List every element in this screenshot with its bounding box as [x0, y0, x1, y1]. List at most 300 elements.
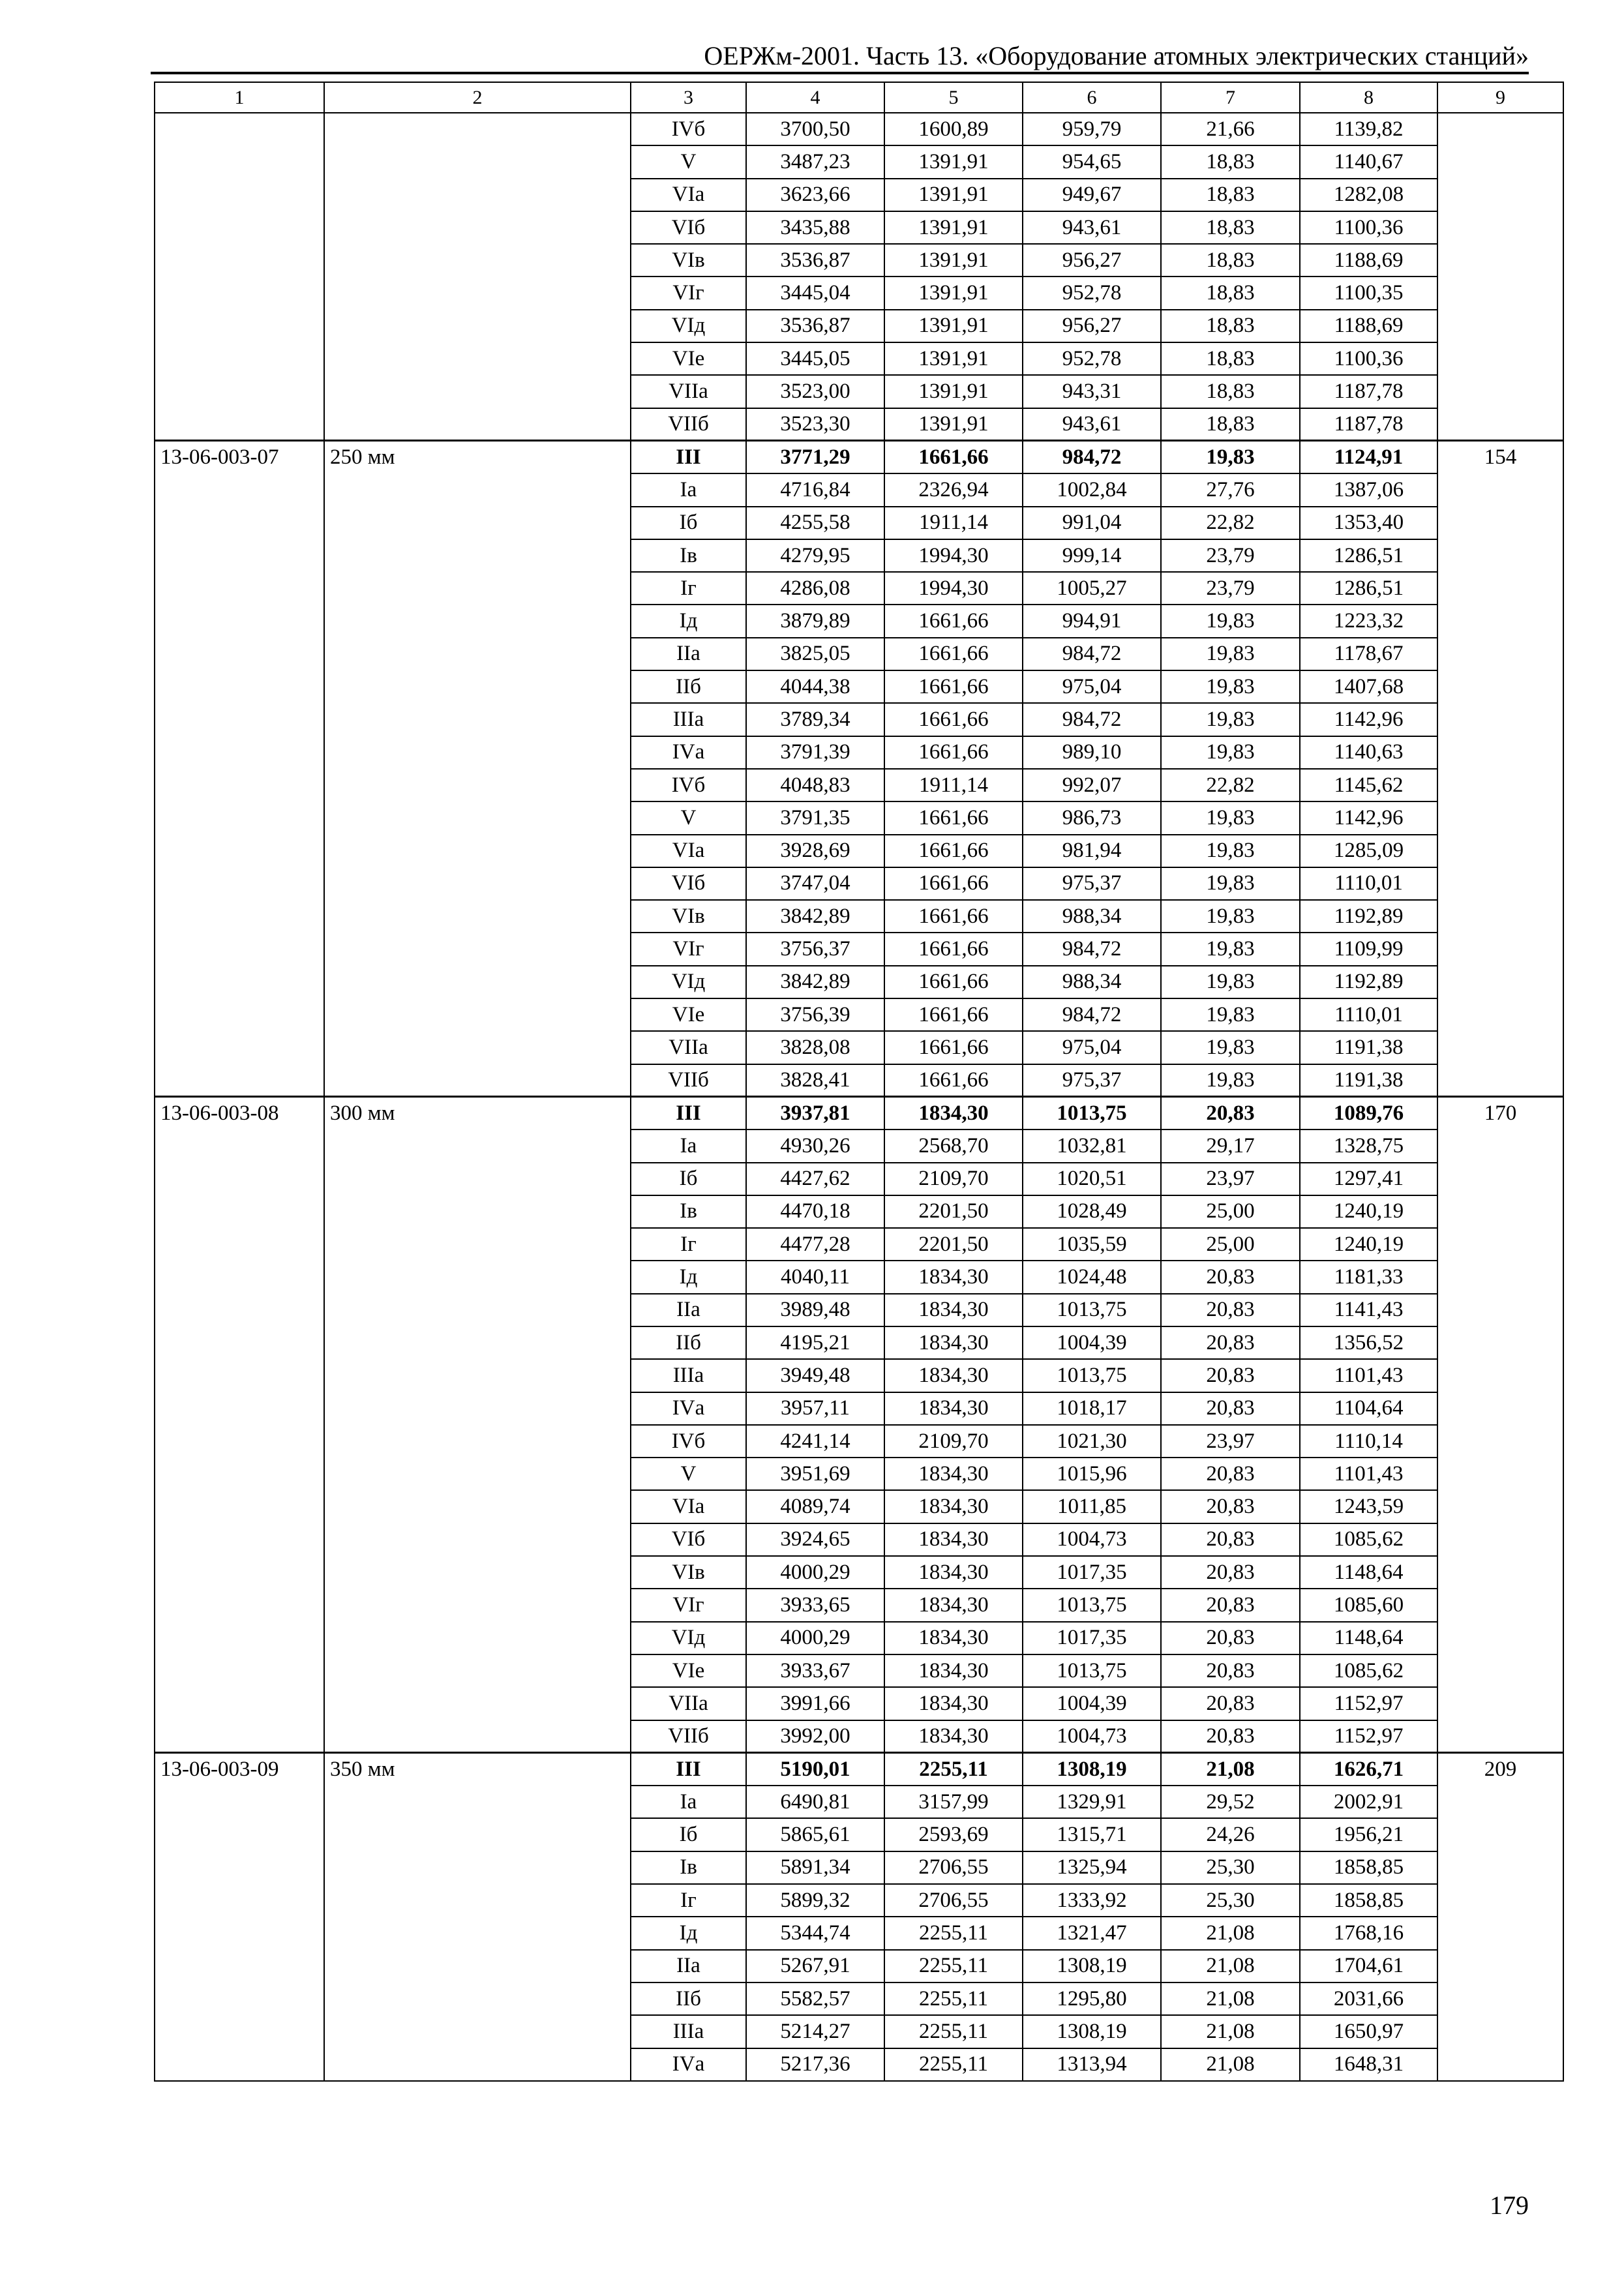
value-cell: 19,83 — [1161, 441, 1300, 473]
value-cell: 1101,43 — [1300, 1458, 1437, 1490]
value-cell: 2255,11 — [884, 2015, 1023, 2048]
value-cell: 992,07 — [1023, 769, 1161, 801]
value-cell: 975,04 — [1023, 1031, 1161, 1064]
column-number: 6 — [1023, 82, 1161, 113]
value-cell: 20,83 — [1161, 1359, 1300, 1392]
value-cell: 1956,21 — [1300, 1818, 1437, 1851]
name-cell — [324, 113, 631, 441]
value-cell: 2255,11 — [884, 2048, 1023, 2081]
value-cell: 5344,74 — [746, 1917, 884, 1949]
value-cell: 21,66 — [1161, 113, 1300, 145]
value-cell: 975,37 — [1023, 1064, 1161, 1097]
name-cell: 250 мм — [324, 441, 631, 1097]
value-cell: 23,79 — [1161, 572, 1300, 605]
value-cell: 1140,67 — [1300, 145, 1437, 178]
value-cell: 3487,23 — [746, 145, 884, 178]
condition-cell: Iд — [631, 1917, 746, 1949]
condition-cell: IVа — [631, 2048, 746, 2081]
value-cell: 986,73 — [1023, 801, 1161, 834]
condition-cell: IIа — [631, 638, 746, 670]
value-cell: 1858,85 — [1300, 1851, 1437, 1884]
value-cell: 2568,70 — [884, 1130, 1023, 1162]
value-cell: 3949,48 — [746, 1359, 884, 1392]
value-cell: 1834,30 — [884, 1097, 1023, 1130]
value-cell: 984,72 — [1023, 998, 1161, 1031]
value-cell: 18,83 — [1161, 408, 1300, 441]
value-cell: 19,83 — [1161, 835, 1300, 867]
value-cell: 956,27 — [1023, 310, 1161, 342]
value-cell: 18,83 — [1161, 211, 1300, 244]
value-cell: 1085,60 — [1300, 1589, 1437, 1621]
value-cell: 1148,64 — [1300, 1556, 1437, 1589]
value-cell: 1191,38 — [1300, 1031, 1437, 1064]
condition-cell: Iб — [631, 507, 746, 539]
value-cell: 1834,30 — [884, 1654, 1023, 1687]
value-cell: 1661,66 — [884, 670, 1023, 703]
value-cell: 981,94 — [1023, 835, 1161, 867]
table-row — [155, 113, 1563, 145]
value-cell: 1005,27 — [1023, 572, 1161, 605]
condition-cell: VIв — [631, 1556, 746, 1589]
value-cell: 4477,28 — [746, 1228, 884, 1261]
value-cell: 18,83 — [1161, 244, 1300, 277]
value-cell: 943,31 — [1023, 375, 1161, 408]
value-cell: 975,37 — [1023, 867, 1161, 900]
value-cell: 1600,89 — [884, 113, 1023, 145]
condition-cell: IVа — [631, 736, 746, 769]
value-cell: 1704,61 — [1300, 1950, 1437, 1982]
value-cell: 1661,66 — [884, 736, 1023, 769]
value-cell: 5865,61 — [746, 1818, 884, 1851]
value-cell: 19,83 — [1161, 900, 1300, 933]
value-cell: 3992,00 — [746, 1720, 884, 1753]
value-cell: 1661,66 — [884, 605, 1023, 637]
value-cell: 1407,68 — [1300, 670, 1437, 703]
value-cell: 999,14 — [1023, 539, 1161, 572]
value-cell: 1018,17 — [1023, 1392, 1161, 1425]
col9-cell: 154 — [1437, 441, 1563, 1097]
value-cell: 1282,08 — [1300, 179, 1437, 211]
value-cell: 1188,69 — [1300, 310, 1437, 342]
value-cell: 1109,99 — [1300, 933, 1437, 965]
condition-cell: VIг — [631, 933, 746, 965]
condition-cell: IVб — [631, 769, 746, 801]
value-cell: 4089,74 — [746, 1490, 884, 1523]
value-cell: 4241,14 — [746, 1425, 884, 1458]
value-cell: 18,83 — [1161, 342, 1300, 375]
value-cell: 3445,04 — [746, 277, 884, 309]
value-cell: 1286,51 — [1300, 572, 1437, 605]
condition-cell: VIг — [631, 277, 746, 309]
value-cell: 1315,71 — [1023, 1818, 1161, 1851]
value-cell: 1188,69 — [1300, 244, 1437, 277]
value-cell: 4044,38 — [746, 670, 884, 703]
condition-cell: IIа — [631, 1294, 746, 1326]
value-cell: 1013,75 — [1023, 1359, 1161, 1392]
value-cell: 1834,30 — [884, 1622, 1023, 1654]
value-cell: 5190,01 — [746, 1753, 884, 1786]
value-cell: 20,83 — [1161, 1720, 1300, 1753]
value-cell: 1353,40 — [1300, 507, 1437, 539]
value-cell: 1140,63 — [1300, 736, 1437, 769]
value-cell: 1100,36 — [1300, 211, 1437, 244]
condition-cell: VIа — [631, 179, 746, 211]
value-cell: 4427,62 — [746, 1163, 884, 1195]
value-cell: 25,30 — [1161, 1884, 1300, 1917]
value-cell: 1661,66 — [884, 441, 1023, 473]
value-cell: 988,34 — [1023, 900, 1161, 933]
condition-cell: VIIб — [631, 1064, 746, 1097]
value-cell: 989,10 — [1023, 736, 1161, 769]
value-cell: 984,72 — [1023, 441, 1161, 473]
value-cell: 1152,97 — [1300, 1720, 1437, 1753]
value-cell: 4286,08 — [746, 572, 884, 605]
condition-cell: IIб — [631, 670, 746, 703]
condition-cell: VIIб — [631, 408, 746, 441]
value-cell: 991,04 — [1023, 507, 1161, 539]
column-number-row — [155, 82, 1563, 113]
value-cell: 5891,34 — [746, 1851, 884, 1884]
value-cell: 1191,38 — [1300, 1064, 1437, 1097]
value-cell: 1110,01 — [1300, 867, 1437, 900]
condition-cell: VIв — [631, 244, 746, 277]
value-cell: 3435,88 — [746, 211, 884, 244]
value-cell: 4279,95 — [746, 539, 884, 572]
value-cell: 1834,30 — [884, 1556, 1023, 1589]
value-cell: 19,83 — [1161, 703, 1300, 736]
value-cell: 1321,47 — [1023, 1917, 1161, 1949]
value-cell: 1187,78 — [1300, 375, 1437, 408]
value-cell: 1661,66 — [884, 638, 1023, 670]
value-cell: 984,72 — [1023, 703, 1161, 736]
value-cell: 3789,34 — [746, 703, 884, 736]
value-cell: 1994,30 — [884, 539, 1023, 572]
value-cell: 20,83 — [1161, 1392, 1300, 1425]
value-cell: 1152,97 — [1300, 1687, 1437, 1720]
table-body — [155, 82, 1563, 2081]
value-cell: 1391,91 — [884, 145, 1023, 178]
value-cell: 18,83 — [1161, 375, 1300, 408]
condition-cell: IIб — [631, 1326, 746, 1359]
value-cell: 1145,62 — [1300, 769, 1437, 801]
condition-cell: VIа — [631, 835, 746, 867]
value-cell: 1141,43 — [1300, 1294, 1437, 1326]
condition-cell: VIд — [631, 1622, 746, 1654]
value-cell: 3828,08 — [746, 1031, 884, 1064]
value-cell: 3756,37 — [746, 933, 884, 965]
value-cell: 29,52 — [1161, 1786, 1300, 1818]
value-cell: 952,78 — [1023, 277, 1161, 309]
value-cell: 18,83 — [1161, 179, 1300, 211]
value-cell: 5899,32 — [746, 1884, 884, 1917]
value-cell: 23,97 — [1161, 1425, 1300, 1458]
condition-cell: Iг — [631, 572, 746, 605]
value-cell: 1661,66 — [884, 867, 1023, 900]
col9-cell: 209 — [1437, 1753, 1563, 2081]
value-cell: 1192,89 — [1300, 900, 1437, 933]
value-cell: 1328,75 — [1300, 1130, 1437, 1162]
value-cell: 2002,91 — [1300, 1786, 1437, 1818]
value-cell: 3523,00 — [746, 375, 884, 408]
value-cell: 18,83 — [1161, 310, 1300, 342]
value-cell: 994,91 — [1023, 605, 1161, 637]
value-cell: 1661,66 — [884, 933, 1023, 965]
value-cell: 3991,66 — [746, 1687, 884, 1720]
condition-cell: VIв — [631, 900, 746, 933]
value-cell: 21,08 — [1161, 2015, 1300, 2048]
value-cell: 1356,52 — [1300, 1326, 1437, 1359]
value-cell: 1021,30 — [1023, 1425, 1161, 1458]
condition-cell: VIе — [631, 1654, 746, 1687]
value-cell: 1834,30 — [884, 1687, 1023, 1720]
code-cell: 13-06-003-07 — [155, 441, 324, 1097]
value-cell: 1834,30 — [884, 1589, 1023, 1621]
value-cell: 20,83 — [1161, 1556, 1300, 1589]
value-cell: 2031,66 — [1300, 1982, 1437, 2015]
value-cell: 21,08 — [1161, 1753, 1300, 1786]
column-number: 1 — [155, 82, 324, 113]
value-cell: 1100,35 — [1300, 277, 1437, 309]
value-cell: 25,00 — [1161, 1195, 1300, 1228]
value-cell: 1661,66 — [884, 900, 1023, 933]
value-cell: 20,83 — [1161, 1294, 1300, 1326]
value-cell: 1834,30 — [884, 1294, 1023, 1326]
value-cell: 1308,19 — [1023, 1950, 1161, 1982]
value-cell: 2109,70 — [884, 1163, 1023, 1195]
value-cell: 1240,19 — [1300, 1228, 1437, 1261]
value-cell: 1004,39 — [1023, 1687, 1161, 1720]
header-rule — [151, 72, 1529, 74]
condition-cell: VIIа — [631, 1687, 746, 1720]
condition-cell: Iд — [631, 1261, 746, 1293]
value-cell: 1391,91 — [884, 211, 1023, 244]
value-cell: 20,83 — [1161, 1490, 1300, 1523]
value-cell: 29,17 — [1161, 1130, 1300, 1162]
value-cell: 20,83 — [1161, 1097, 1300, 1130]
value-cell: 20,83 — [1161, 1523, 1300, 1556]
condition-cell: IVб — [631, 113, 746, 145]
name-cell: 350 мм — [324, 1753, 631, 2081]
value-cell: 1017,35 — [1023, 1556, 1161, 1589]
condition-cell: V — [631, 801, 746, 834]
value-cell: 1101,43 — [1300, 1359, 1437, 1392]
value-cell: 1834,30 — [884, 1458, 1023, 1490]
value-cell: 1240,19 — [1300, 1195, 1437, 1228]
value-cell: 1124,91 — [1300, 441, 1437, 473]
value-cell: 1661,66 — [884, 835, 1023, 867]
value-cell: 2255,11 — [884, 1753, 1023, 1786]
value-cell: 1391,91 — [884, 342, 1023, 375]
condition-cell: VIб — [631, 867, 746, 900]
column-number: 5 — [884, 82, 1023, 113]
value-cell: 954,65 — [1023, 145, 1161, 178]
code-cell — [155, 113, 324, 441]
value-cell: 5214,27 — [746, 2015, 884, 2048]
value-cell: 3700,50 — [746, 113, 884, 145]
value-cell: 1013,75 — [1023, 1654, 1161, 1687]
value-cell: 1032,81 — [1023, 1130, 1161, 1162]
condition-cell: IIа — [631, 1950, 746, 1982]
value-cell: 959,79 — [1023, 113, 1161, 145]
condition-cell: IIб — [631, 1982, 746, 2015]
value-cell: 1387,06 — [1300, 473, 1437, 506]
value-cell: 1768,16 — [1300, 1917, 1437, 1949]
value-cell: 943,61 — [1023, 408, 1161, 441]
condition-cell: IVа — [631, 1392, 746, 1425]
value-cell: 20,83 — [1161, 1261, 1300, 1293]
value-cell: 19,83 — [1161, 670, 1300, 703]
col9-cell: 170 — [1437, 1097, 1563, 1753]
condition-cell: VIIа — [631, 1031, 746, 1064]
header-title: ОЕРЖм-2001. Часть 13. «Оборудование атомных электрических станций» — [704, 41, 1529, 70]
value-cell: 1661,66 — [884, 1064, 1023, 1097]
code-cell: 13-06-003-08 — [155, 1097, 324, 1753]
value-cell: 23,79 — [1161, 539, 1300, 572]
value-cell: 3828,41 — [746, 1064, 884, 1097]
value-cell: 975,04 — [1023, 670, 1161, 703]
value-cell: 1834,30 — [884, 1392, 1023, 1425]
value-cell: 18,83 — [1161, 145, 1300, 178]
value-cell: 2706,55 — [884, 1851, 1023, 1884]
column-number: 2 — [324, 82, 631, 113]
value-cell: 4716,84 — [746, 473, 884, 506]
value-cell: 21,08 — [1161, 2048, 1300, 2081]
value-cell: 19,83 — [1161, 933, 1300, 965]
value-cell: 20,83 — [1161, 1622, 1300, 1654]
value-cell: 984,72 — [1023, 933, 1161, 965]
value-cell: 2706,55 — [884, 1884, 1023, 1917]
value-cell: 3933,67 — [746, 1654, 884, 1687]
value-cell: 4000,29 — [746, 1622, 884, 1654]
condition-cell: Iд — [631, 605, 746, 637]
value-cell: 22,82 — [1161, 769, 1300, 801]
value-cell: 1325,94 — [1023, 1851, 1161, 1884]
value-cell: 1391,91 — [884, 375, 1023, 408]
value-cell: 3951,69 — [746, 1458, 884, 1490]
value-cell: 27,76 — [1161, 473, 1300, 506]
group-lead-row — [155, 1097, 1563, 1130]
value-cell: 1187,78 — [1300, 408, 1437, 441]
condition-cell: Iа — [631, 1786, 746, 1818]
value-cell: 3747,04 — [746, 867, 884, 900]
condition-cell: V — [631, 145, 746, 178]
col9-cell — [1437, 113, 1563, 441]
value-cell: 949,67 — [1023, 179, 1161, 211]
value-cell: 1661,66 — [884, 801, 1023, 834]
condition-cell: IVб — [631, 1425, 746, 1458]
value-cell: 984,72 — [1023, 638, 1161, 670]
condition-cell: VIг — [631, 1589, 746, 1621]
value-cell: 1104,64 — [1300, 1392, 1437, 1425]
value-cell: 1286,51 — [1300, 539, 1437, 572]
value-cell: 19,83 — [1161, 605, 1300, 637]
value-cell: 943,61 — [1023, 211, 1161, 244]
column-number: 4 — [746, 82, 884, 113]
condition-cell: VIд — [631, 310, 746, 342]
value-cell: 19,83 — [1161, 1031, 1300, 1064]
value-cell: 2593,69 — [884, 1818, 1023, 1851]
value-cell: 1391,91 — [884, 244, 1023, 277]
value-cell: 1089,76 — [1300, 1097, 1437, 1130]
value-cell: 1834,30 — [884, 1359, 1023, 1392]
value-cell: 1661,66 — [884, 966, 1023, 998]
value-cell: 3791,39 — [746, 736, 884, 769]
value-cell: 1035,59 — [1023, 1228, 1161, 1261]
value-cell: 3523,30 — [746, 408, 884, 441]
value-cell: 1020,51 — [1023, 1163, 1161, 1195]
code-cell: 13-06-003-09 — [155, 1753, 324, 2081]
value-cell: 1181,33 — [1300, 1261, 1437, 1293]
value-cell: 1391,91 — [884, 277, 1023, 309]
value-cell: 1911,14 — [884, 769, 1023, 801]
value-cell: 1308,19 — [1023, 2015, 1161, 2048]
value-cell: 1139,82 — [1300, 113, 1437, 145]
condition-cell: VIIб — [631, 1720, 746, 1753]
value-cell: 4470,18 — [746, 1195, 884, 1228]
value-cell: 3879,89 — [746, 605, 884, 637]
value-cell: 1013,75 — [1023, 1294, 1161, 1326]
value-cell: 1858,85 — [1300, 1884, 1437, 1917]
value-cell: 1110,01 — [1300, 998, 1437, 1031]
value-cell: 4040,11 — [746, 1261, 884, 1293]
value-cell: 1142,96 — [1300, 703, 1437, 736]
value-cell: 18,83 — [1161, 277, 1300, 309]
value-cell: 3842,89 — [746, 900, 884, 933]
value-cell: 3536,87 — [746, 310, 884, 342]
value-cell: 1028,49 — [1023, 1195, 1161, 1228]
value-cell: 1661,66 — [884, 703, 1023, 736]
value-cell: 2109,70 — [884, 1425, 1023, 1458]
value-cell: 19,83 — [1161, 736, 1300, 769]
value-cell: 956,27 — [1023, 244, 1161, 277]
condition-cell: Iа — [631, 1130, 746, 1162]
value-cell: 2255,11 — [884, 1917, 1023, 1949]
value-cell: 1085,62 — [1300, 1654, 1437, 1687]
value-cell: 3937,81 — [746, 1097, 884, 1130]
value-cell: 4048,83 — [746, 769, 884, 801]
value-cell: 3157,99 — [884, 1786, 1023, 1818]
condition-cell: Iг — [631, 1228, 746, 1261]
value-cell: 25,00 — [1161, 1228, 1300, 1261]
value-cell: 1994,30 — [884, 572, 1023, 605]
condition-cell: IIIа — [631, 703, 746, 736]
value-cell: 2255,11 — [884, 1950, 1023, 1982]
value-cell: 1648,31 — [1300, 2048, 1437, 2081]
value-cell: 4000,29 — [746, 1556, 884, 1589]
value-cell: 1142,96 — [1300, 801, 1437, 834]
condition-cell: VIе — [631, 342, 746, 375]
condition-cell: III — [631, 1097, 746, 1130]
value-cell: 19,83 — [1161, 1064, 1300, 1097]
value-cell: 2201,50 — [884, 1195, 1023, 1228]
value-cell: 1391,91 — [884, 310, 1023, 342]
value-cell: 1391,91 — [884, 408, 1023, 441]
value-cell: 1178,67 — [1300, 638, 1437, 670]
column-number: 7 — [1161, 82, 1300, 113]
value-cell: 1243,59 — [1300, 1490, 1437, 1523]
value-cell: 5267,91 — [746, 1950, 884, 1982]
condition-cell: VIIа — [631, 375, 746, 408]
value-cell: 988,34 — [1023, 966, 1161, 998]
value-cell: 4255,58 — [746, 507, 884, 539]
value-cell: 2201,50 — [884, 1228, 1023, 1261]
value-cell: 23,97 — [1161, 1163, 1300, 1195]
value-cell: 1004,73 — [1023, 1720, 1161, 1753]
value-cell: 4195,21 — [746, 1326, 884, 1359]
value-cell: 3756,39 — [746, 998, 884, 1031]
condition-cell: III — [631, 441, 746, 473]
value-cell: 21,08 — [1161, 1982, 1300, 2015]
